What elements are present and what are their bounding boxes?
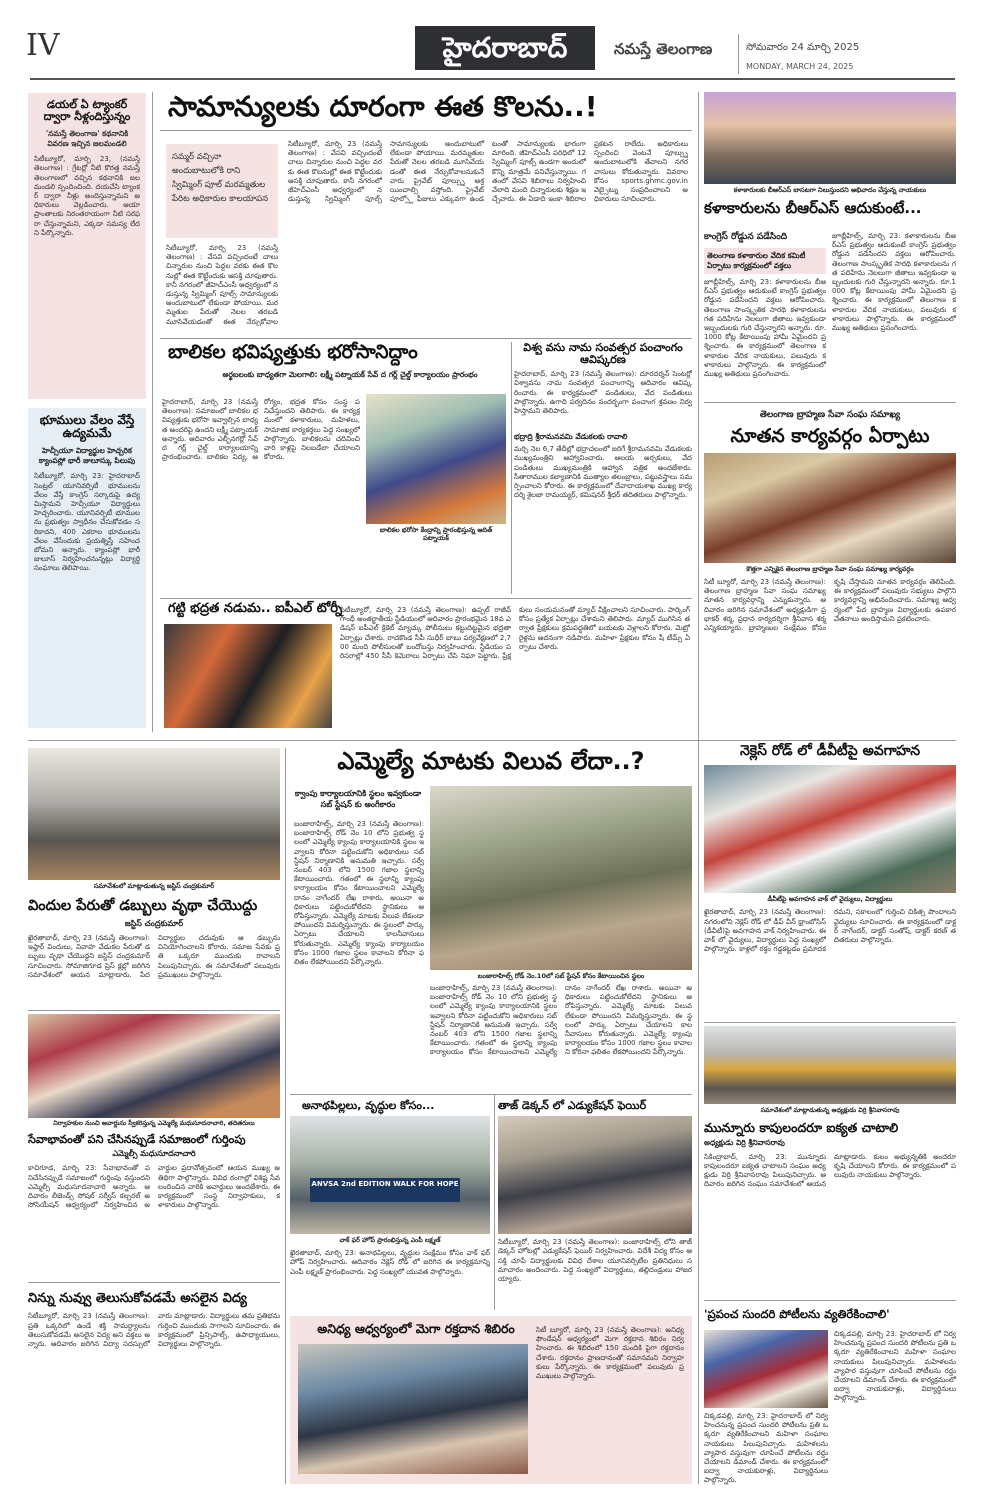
headline: మున్నూరు కాపులందరూ ఐక్యత చాటాలి [704,1120,899,1135]
dvt-walk-photo [704,765,956,893]
artists-photo [704,92,956,184]
article-miss-world [704,1300,956,1488]
brahmana-photo [704,453,956,563]
photo-caption: సమావేశంలో మాట్లాడుతున్న జస్టిస్ చంద్రకుమార్ [93,882,215,890]
headline: కళాకారులను బీఆర్ఎస్ ఆదుకుంటే... [704,199,922,217]
article-body: సిటీబ్యూరో, మార్చి 23 (నమస్తే తెలంగాణ) : వేసవి వచ్చిందంటే చాలు చిన్నారుల నుంచి పెద్దల వరకు ఈత కొలనుల్లో ఈత కొట్టేందుకు ఆసక్తి చూపుతారు. కానీ నగరంలో జీహెచ్ఎంసీ ఆధ్వర్యంలో నడుస్తున్న స్విమ్మింగ్ పూల్స్ సామాన్యులకు అందుబాటులో లేకుండా పోయాయి. మరమ్మతుల పేరుతో నెలల తరబడి మూసివేయడంతో ఈత నేర్చుకోవాలనుకునే వారు ప్రైవేట్ పూల్స్ను ఆశ్రయించాల్సి వస్తోంది. ప్రైవేట్ పూల్స్లో ఫీజులు ఎక్కువగా ఉండటంతో సామాన్యులకు భారంగా మారింది. జీహెచ్ఎంసీ పరిధిలో 12 స్విమ్మింగ్ పూల్స్ ఉండగా అందులో కొన్ని మాత్రమే పనిచేస్తున్నాయి. గతంలో వేసవి శిబిరాలు నిర్వహించి వేలాది మంది చిన్నారులకు శిక్షణ ఇచ్చేవారు. ఈ ఏడాది ఇంకా శిబిరాల ప్రకటన రాలేదు. అధికారులు స్పందించి వెంటనే పూల్స్ను అందుబాటులోకి తేవాలని నగరవాసులు కోరుతున్నారు. వివరాల కోసం sports.ghmc.gov.in వెబ్సైట్ను సంప్రదించాలని అధికారులు సూచించారు. [288,140,688,204]
article-body-cont: సిటీబ్యూరో, మార్చి 23 (నమస్తే తెలంగాణ) : వేసవి వచ్చిందంటే చాలు చిన్నారుల నుంచి పెద్దల వరకు ఈత కొలనుల్లో ఈత కొట్టేందుకు ఆసక్తి చూపుతారు. కానీ నగరంలో జీహెచ్ఎంసీ ఆధ్వర్యంలో నడుస్తున్న స్విమ్మింగ్ పూల్స్ సామాన్యులకు అందుబాటులో లేకుండా పోయాయి. మరమ్మతుల పేరుతో నెలల తరబడి మూసివేయడంతో ఈత నేర్చుకోవాల [166,244,278,326]
subheadline-2: తెలంగాణ కళాకారుల వేదిక కమిటీ ఏర్పాటు కార్యక్రమంలో వక్తలు [704,248,826,274]
photo-caption: బాలికల భరోసా కేంద్రాన్ని ప్రారంభిస్తున్న ఆదిత్ పట్నాయక్ [379,526,493,542]
article-body: జూబ్లీహిల్స్, మార్చి 23: కళాకారులను బీఆర్ఎస్ ప్రభుత్వం ఆదుకుంటే కాంగ్రెస్ ప్రభుత్వం రోడ్డున పడేసిందని వక్తలు ఆరోపించారు. తెలంగాణ సాంస్కృతిక సారథి కళాకారులను గత పదిహేను నెలలుగా జీతాలు ఇవ్వకుండా ఇబ్బందులకు గురి చేస్తున్నారని అన్నారు. రూ.1000 కోట్ల కేటాయింపు హామీ ఏమైందని ప్రశ్నించారు. ఈ కార్యక్రమంలో తెలంగాణ కళాకారుల వేదిక నాయకులు, పలువురు కళాకారులు పాల్గొన్నారు. ఈ కార్యక్రమంలో ముఖ్య అతిథులు ప్రసంగించారు. [704,278,826,378]
walk-for-hope-photo [290,1116,490,1234]
article-body: సిటీబ్యూరో, మార్చి 23, (నమస్తే తెలంగాణ) : గ్రేటర్లో నీటి కొరత్త నమస్తే తెలంగాణలో వచ్చిన కథనానికి జలమండలి స్పందించింది. దయచేసి ట్యాంకర్ ద్వారా నీళ్లు అందిస్తున్నామని అధికారులు వెల్లడించారు. ఆయా ప్రాంతాలకు నిరంతరాయంగా నీటి సరఫరా చేస్తున్నామని, ఎక్కడా సమస్య లేదని పేర్కొన్నారు. [34,155,140,237]
byline: అధ్యక్షుడు విర్రి శ్రీనివాసరావు [704,1137,785,1147]
article-taj [498,1094,692,1310]
headline: నెక్లెస్ రోడ్ లో డీవీటీపై అవగాహన [739,743,921,759]
headline: అనిధ్య ఆధ్వర్యంలో మెగా రక్తదాన శిబిరం [317,1321,515,1336]
subheadline: కాంగ్రెస్ రోడ్డున పడేసింది [704,232,788,242]
subheadline: క్వాంపు కార్యాలయానికి స్థలం ఇవ్వకుండా సబ్ స్టేషన్ కు అంగీకారం [294,789,422,809]
headline: అనాథపిల్లలు, వృద్ధుల కోసం... [302,1099,435,1112]
article-anatha [290,1094,490,1310]
date-telugu: సోమవారం 24 మార్చి 2025 [746,42,860,53]
page-header [0,0,981,82]
kicker: తెలంగాణ బ్రాహ్మణ సేవా సంఘ సమాఖ్య [759,410,901,420]
article-vindu [28,748,280,1008]
article-ipl [160,602,692,732]
protest-photo [704,1330,828,1408]
munnuru-meeting-photo [704,1026,956,1104]
subheadline: హెచ్సీయూ విద్యార్థుల హెచ్చరిక క్యాంపస్లో భారీ జులూస్కు పిలుపు [38,446,136,466]
headline: నిన్ను నువ్వు తెలుసుకోవడమే అసలైన విద్య [28,1291,247,1306]
article-body-cont: బంజారాహిల్స్, మార్చి 23 (నమస్తే తెలంగాణ): బంజారాహిల్స్ రోడ్ నెం 10 లోని ప్రభుత్వ స్థలంలో ఎమ్మెల్యే క్యాంపు కార్యాలయానికి స్థలం ఇవ్వాలని కోరినా పట్టించుకోని అధికారులు సబ్ స్టేషన్ నిర్మాణానికి అనుమతి ఇచ్చారు. సర్వే నంబర్ 403 లోని 1500 గజాల స్థలాన్ని కేటాయించారు. గతంలో ఈ స్థలాన్ని క్యాంపు కార్యాలయం కోసం కేటాయించాలని ఎమ్మెల్యే దానం నాగేందర్ లేఖ రాశారు. అయినా అధికారులు పట్టించుకోలేదని స్థానికులు ఆరోపిస్తున్నారు. ఎమ్మెల్యే మాటకు విలువ లేకుండా పోయిందని విమర్శిస్తున్నారు. ఈ స్థలంలో పార్కు ఏర్పాటు చేయాలని కాలనీవాసులు కోరుతున్నారు. ఎమ్మెల్యే క్యాంపు కార్యాలయం కోసం 1000 గజాల స్థలం కావాలని కోరినా ఫలితం లేకపోయిందని పేర్కొన్నారు. [430,984,692,1057]
article-body: సిటీబ్యూరో, మార్చి 23 (నమస్తే తెలంగాణ): ఉప్పల్ రాజీవ్ గాంధీ అంతర్జాతీయ స్టేడియంలో ఆదివారం ప్రారంభమైన 18వ ఎడిషన్ ఐపీఎల్ క్రికెట్ మ్యాచ్కు పోలీసులు కట్టుదిట్టమైన భద్రతా ఏర్పాట్లు చేశారు. రాచకొండ సీపీ సుధీర్ బాబు పర్యవేక్షణలో 2,700 మంది పోలీసులతో బందోబస్తు నిర్వహించారు. స్టేడియం పరిసరాల్లో 450 సీసీ కెమెరాలు ఏర్పాటు చేసి నిఘా పెట్టారు. ప్రేక్షకులు సంయమనంతో మ్యాచ్ వీక్షించాలని సూచించారు. పార్కింగ్ కోసం ప్రత్యేక ఏర్పాట్లు చేశామని తెలిపారు. మ్యాచ్ ముగిసిన తర్వాత ప్రేక్షకులు క్రమపద్ధతిలో బయటకు వెళ్లాలని కోరారు. మెట్రో రైళ్లను అదనంగా నడిపారు. మహిళా ప్రేక్షకుల కోసం షీ టీమ్స్ ఏర్పాటు చేశారు. [340,606,690,661]
headline: 'ప్రపంచ సుందరి పోటీలను వ్యతిరేకించాలి' [704,1307,890,1321]
award-photo [28,1014,280,1118]
masthead-title: హైదరాబాద్ [442,31,568,64]
headline: గట్టి భద్రత నడుమ.. ఐపీఎల్ టోర్నీ [168,601,343,616]
article-body: ఖైరతాబాద్, మార్చి 23 (నమస్తే తెలంగాణ): ఇఫ్తార్ విందులు, వివాహ వేడుకల పేరుతో డబ్బులు వృథా చేయొద్దని జస్టిస్ చంద్రకుమార్ సూచించారు. సోమాజిగూడ ప్రెస్ క్లబ్లో జరిగిన సమావేశంలో ఆయన మాట్లాడారు. పేద విద్యార్థుల చదువుకు ఆ డబ్బును వినియోగించాలని కోరారు. సమాజ సేవకు ప్రతి ఒక్కరూ ముందుకు రావాలని పిలుపునిచ్చారు. ఈ సమావేశంలో పలువురు ప్రముఖులు పాల్గొన్నారు. [28,933,280,979]
girl-child-photo [366,394,506,524]
subheadline: 'నమస్తే తెలంగాణ' కథనానికి వివరణ ఇచ్చిన జలమండలి [45,129,129,149]
education-fair-photo [498,1116,692,1234]
article-swimming-pool [160,92,692,332]
photo-caption: కళాకారులకు బీఆర్ఎస్ బాసటగా నిలుస్తుందని అభివాదం చేస్తున్న నాయకులు [733,186,927,194]
article-artists [704,92,956,394]
article-body: ఖైరతాబాద్, మార్చి 23: అనాథపిల్లలు, వృద్ధుల సంక్షేమం కోసం వాక్ ఫర్ హోప్ నిర్వహించారు. ఆదివారం నెక్లెస్ రోడ్ లో జరిగిన ఈ కార్యక్రమాన్ని ఎంపీ లక్ష్మణ్ ప్రారంభించారు. పెద్ద సంఖ్యలో యువత పాల్గొన్నారు. [290,1249,490,1276]
photo-caption: కొత్తగా ఎన్నికైన తెలంగాణ బ్రాహ్మణ సేవా సంఘ సమాఖ్య కార్యవర్గం [746,564,914,573]
photo-caption: సమావేశంలో మాట్లాడుతున్న అధ్యక్షుడు విర్రి శ్రీనివాసరావు [760,1107,900,1114]
headline: భూములు వేలం వేస్తే ఉద్యమమే [39,413,135,441]
article-seva [28,1014,280,1272]
date-english: MONDAY, MARCH 24, 2025 [746,62,854,71]
left-article-tanker [28,93,146,399]
byline: ఎమ్మెల్సీ మధుసూదనాచారి [112,1149,196,1159]
article-blood-donation [290,1316,692,1484]
article-munnuru [704,1026,956,1296]
kicker-box [704,232,826,382]
masthead [415,26,595,70]
pull-quote: సమ్మర్ వచ్చినా అందుబాటులోకి రాని స్విమ్మింగ్ పూల్ మరమ్మతుల పేరిట అధికారుల కాలయాపన [166,144,278,238]
article-body: చిక్కడపల్లి, మార్చి 23: హైదరాబాద్ లో నిర్వహించనున్న ప్రపంచ సుందరి పోటీలను ప్రతి ఒక్కరూ వ్యతిరేకించాలని మహిళా సంఘాల నాయకులు పిలుపునిచ్చారు. మహిళలను వ్యాపార వస్తువుగా చూపించే పోటీలను రద్దు చేయాలని డిమాండ్ చేశారు. ఈ కార్యక్రమంలో ఐద్వా నాయకురాళ్లు, విద్యార్థినులు పాల్గొన్నారు. [834,1330,956,1403]
article-body-cont: జూబ్లీహిల్స్, మార్చి 23: కళాకారులను బీఆర్ఎస్ ప్రభుత్వం ఆదుకుంటే కాంగ్రెస్ ప్రభుత్వం రోడ్డున పడేసిందని వక్తలు ఆరోపించారు. తెలంగాణ సాంస్కృతిక సారథి కళాకారులను గత పదిహేను నెలలుగా జీతాలు ఇవ్వకుండా ఇబ్బందులకు గురి చేస్తున్నారని అన్నారు. రూ.1000 కోట్ల కేటాయింపు హామీ ఏమైందని ప్రశ్నించారు. ఈ కార్యక్రమంలో తెలంగాణ కళాకారుల వేదిక నాయకులు, పలువురు కళాకారులు పాల్గొన్నారు. ఈ కార్యక్రమంలో ముఖ్య అతిథులు ప్రసంగించారు. [832,232,956,333]
article-body: హైదరాబాద్, మార్చి 23 (నమస్తే తెలంగాణ): సమాజంలో బాలికల భవిష్యత్తుకు భరోసా ఇవ్వాల్సిన బాధ్యత అందరిపై ఉందని లక్ష్మీ పట్నాయక్ అన్నారు. ఆదివారం ఎల్బీనగర్లో సేవ్ ద గర్ల్ చైల్డ్ కార్యాలయాన్ని ప్రారంభించారు. బాలికల విద్య, ఆరోగ్యం, భద్రత కోసం సంస్థ పనిచేస్తుందని తెలిపారు. ఈ కార్యక్రమంలో కళాకారులు, మహిళలు, సామాజిక కార్యకర్తలు పెద్ద సంఖ్యలో పాల్గొన్నారు. బాలికలను చదివించి వారి కాళ్లపై నిలబడేలా చేయాలని కోరారు. [162,398,360,462]
photo-caption: బంజారాహిల్స్ రోడ్ నెం.10లో సబ్ స్టేషన్ కోసం కేటాయించిన స్థలం [477,972,645,980]
vindu-photo [28,748,280,880]
article-body: సిటీబ్యూరో, మార్చి 23: హైదరాబాద్ సెంట్రల్ యూనివర్సిటీ భూములను వేలం వేస్తే కాంగ్రెస్ సర్కారుపై ఉద్యమిస్తామని హెచ్సీయూ విద్యార్థులు హెచ్చరించారు. యూనివర్సిటీ భూములను ప్రభుత్వం స్వాధీనం చేసుకోవడం సరికాదని, 400 ఎకరాల భూములను వేలం వేసేందుకు ప్రయత్నిస్తే సహించబోమని అన్నారు. క్యాంపస్లో భారీ జులూస్ నిర్వహించనున్నట్లు విద్యార్థి సంఘాలు తెలిపాయి. [34,472,140,573]
substation-site-photo [430,786,692,970]
headline: సేవాభావంతో పని చేసినప్పుడే సమాజంలో గుర్తింపు [28,1133,246,1146]
article-body: బంజారాహిల్స్, మార్చి 23 (నమస్తే తెలంగాణ): బంజారాహిల్స్ రోడ్ నెం 10 లోని ప్రభుత్వ స్థలంలో ఎమ్మెల్యే క్యాంపు కార్యాలయానికి స్థలం ఇవ్వాలని కోరినా పట్టించుకోని అధికారులు సబ్ స్టేషన్ నిర్మాణానికి అనుమతి ఇచ్చారు. సర్వే నంబర్ 403 లోని 1500 గజాల స్థలాన్ని కేటాయించారు. గతంలో ఈ స్థలాన్ని క్యాంపు కార్యాలయం కోసం కేటాయించాలని ఎమ్మెల్యే దానం నాగేందర్ లేఖ రాశారు. అయినా అధికారులు పట్టించుకోలేదని స్థానికులు ఆరోపిస్తున్నారు. ఎమ్మెల్యే మాటకు విలువ లేకుండా పోయిందని విమర్శిస్తున్నారు. ఈ స్థలంలో పార్కు ఏర్పాటు చేయాలని కాలనీవాసులు కోరుతున్నారు. ఎమ్మెల్యే క్యాంపు కార్యాలయం కోసం 1000 గజాల స్థలం కావాలని కోరినా ఫలితం లేకపోయిందని పేర్కొన్నారు. [294,820,424,967]
article-body: సిటీ బ్యూరో, మార్చి 23 (నమస్తే తెలంగాణ): తెలంగాణ బ్రాహ్మణ సేవా సంఘ సమాఖ్య నూతన కార్యవర్గాన్ని ఎన్నుకున్నారు. ఆదివారం జరిగిన సమావేశంలో అధ్యక్షుడిగా ప్రభాకర్ శర్మ, ప్రధాన కార్యదర్శిగా శ్రీనివాస శర్మ ఎన్నికయ్యారు. బ్రాహ్మణుల సంక్షేమం కోసం కృషి చేస్తామని నూతన కార్యవర్గం తెలిపింది. ఈ కార్యక్రమంలో పలువురు సభ్యులు పాల్గొని కార్యవర్గాన్ని అభినందించారు. సమాఖ్య ఆధ్వర్యంలో పేద బ్రాహ్మణ విద్యార్థులకు ఉపకార వేతనాలు అందిస్తామని ప్రకటించారు. [704,577,956,632]
headline: ఎమ్మెల్యే మాటకు విలువ లేదా..? [337,747,645,775]
article-body: హైదరాబాద్, మార్చి 23 (నమస్తే తెలంగాణ): దూరదర్శన్ సెంటర్లో విశ్వావసు నామ సంవత్సర పంచాంగాన్ని ఆదివారం ఆవిష్కరించారు. ఈ కార్యక్రమంలో పండితులు, వేద పండితులు పాల్గొన్నారు. ఉగాది పర్వదినం సందర్భంగా పంచాంగ శ్రవణం నిర్వహిస్తామని తెలిపారు. [514,370,692,415]
article-body: సికింద్రాబాద్, మార్చి 23: మున్నూరు కాపులందరూ ఐక్యత చాటాలని సంఘం అధ్యక్షుడు విర్రి శ్రీనివాసరావు పిలుపునిచ్చారు. ఆదివారం జరిగిన సంఘం సమావేశంలో ఆయన మాట్లాడారు. కులం అభ్యున్నతికి అందరూ కృషి చేయాలని కోరారు. ఈ కార్యక్రమంలో పలువురు నాయకులు పాల్గొన్నారు. [704,1152,956,1189]
photo-caption: వాక్ ఫర్ హోప్ ప్రారంభిస్తున్న ఎంపీ లక్ష్మణ్ [339,1237,441,1245]
article-panchangam [514,342,692,594]
article-body: సిటీబ్యూరో, మార్చి 23 (నమస్తే తెలంగాణ): ప్రతి ఒక్కరిలో ఉండే శక్తి సామర్థ్యాలను తెలుసుకోవడమే అసలైన విద్య అని వక్తలు అన్నారు. ఆదివారం జరిగిన విద్యా సదస్సులో వారు మాట్లాడారు. విద్యార్థులు తమ ప్రతిభను గుర్తించి ముందుకు సాగాలని సూచించారు. ఈ కార్యక్రమంలో ప్రిన్సిపాల్స్, ఉపాధ్యాయులు, విద్యార్థులు పాల్గొన్నారు. [28,1312,280,1348]
headline: విందుల పేరుతో డబ్బులు వృథా చేయొద్దు [28,898,258,914]
headline: విశ్వ వసు నామ సంవత్సర పంచాంగం ఆవిష్కరణ [523,341,683,367]
ipl-fans-photo [164,624,332,728]
article-brahmana-sangham [704,402,956,732]
article-body: సిటీబ్యూరో, మార్చి 23 (నమస్తే తెలంగాణ): బంజారాహిల్స్ లోని తాజ్ డెక్కన్ హోటల్లో ఎడ్యుకేషన్ ఫెయిర్ నిర్వహించారు. విదేశీ విద్య కోసం ఆసక్తి చూపే విద్యార్థులకు వివిధ దేశాల యూనివర్సిటీల ప్రతినిధులు సమాచారం అందించారు. పెద్ద సంఖ్యలో విద్యార్థులు, తల్లిదండ్రులు హాజరయ్యారు. [498,1238,692,1283]
article-girl-child [160,342,508,592]
walk-banner: ANVSA 2nd EDITION WALK FOR HOPE [310,1178,460,1202]
article-mla [290,748,692,1090]
headline: తాజ్ డెక్కన్ లో ఎడ్యుకేషన్ ఫెయిర్ [498,1099,647,1112]
paper-name: నమస్తే తెలంగాణ [614,40,713,58]
page-number: IV [26,28,60,63]
left-article-hcu [28,408,146,728]
article-body: ఖైరతాబాద్, మార్చి 23 (నమస్తే తెలంగాణ): నగరంలోని నెక్లెస్ రోడ్ లో డీప్ వీన్ థ్రాంబోసిస్ (డీవీటీ)పై అవగాహన వాక్ నిర్వహించారు. ఈ వాక్ లో వైద్యులు, విద్యార్థులు పెద్ద సంఖ్యలో పాల్గొన్నారు. కాళ్లలో రక్తం గడ్డకట్టడం ప్రమాదకరమని, సకాలంలో గుర్తించి చికిత్స పొందాలని వైద్యులు సూచించారు. ఈ కార్యక్రమంలో డాక్టర్ నాగేందర్, డాక్టర్ సంతోష్, డాక్టర్ కరణ్ తదితరులు పాల్గొన్నారు. [704,908,956,954]
byline: జస్టిస్ చంద్రకుమార్ [124,918,184,928]
headline: నూతన కార్యవర్గం ఏర్పాటు [730,425,930,447]
article-body: కాచిగూడ, మార్చి 23: సేవాభావంతో పనిచేసినప్పుడే సమాజంలో గుర్తింపు వస్తుందని ఎమ్మెల్సీ మధుసూదనాచారి అన్నారు. ఆదివారం లీజెండ్స్ సోషల్ సర్వీస్ కల్చరల్ అసోసియేషన్ ఆధ్వర్యంలో నిర్వహించిన అవార్డుల ప్రదానోత్సవంలో ఆయన ముఖ్య అతిథిగా పాల్గొన్నారు. వివిధ రంగాల్లో విశిష్ట సేవలందించిన వారికి అవార్డులు అందజేశారు. ఈ కార్యక్రమంలో సంస్థ నిర్వాహకులు, కళాకారులు పాల్గొన్నారు. [28,1164,280,1210]
subheadline: అర్థబలంకు బాధ్యతగా మెలగాలి: లక్ష్మీ పట్నాయక్ సేవ్ ద గర్ల్ చైల్డ్ కార్యాలయం ప్రారంభం [222,370,478,379]
headline: డయల్ ఏ ట్యాంకర్ ద్వారా నీళ్లందిస్తున్నం [43,98,131,124]
headline: బాలికల భవిష్యత్తుకు భరోసానిద్దాం [168,341,418,363]
article-dvt [704,740,956,1020]
article-body: సిటీ బ్యూరో, మార్చి 23 (నమస్తే తెలంగాణ): అనిధ్య ఫౌండేషన్ ఆధ్వర్యంలో మెగా రక్తదాన శిబిరం నిర్వహించారు. ఈ శిబిరంలో 150 మందికి పైగా రక్తదానం చేశారు. రక్తదానం ప్రాణదానంతో సమానమని నిర్వాహకులు పేర్కొన్నారు. ఈ కార్యక్రమంలో పలువురు ప్రముఖులు పాల్గొన్నారు. [536,1326,684,1381]
blood-camp-photo [298,1344,528,1474]
photo-caption: డీవీటీపై అవగాహన వాక్ లో వైద్యులు, విద్యార్థులు [767,895,893,904]
article-body-2: మర్చి నెల 6,7 తేదీల్లో భద్రాచలంలో జరిగే శ్రీరామనవమి వేడుకలకు ముఖ్యమంత్రిని ఆహ్వానించారు. ఆలయ అర్చకులు, వేద పండితులు ముఖ్యమంత్రికి ఆహ్వాన పత్రిక అందజేశారు. సీతారాముల కల్యాణానికి ముత్యాల తలంబ్రాలు, పట్టువస్త్రాలు సమర్పించాలని కోరారు. ఈ కార్యక్రమంలో దేవాదాయశాఖ ముఖ్య కార్యదర్శి శైలజా రామయ్యర్, కమిషనర్ శ్రీధర్ తదితరులు పాల్గొన్నారు. [514,445,692,500]
photo-caption: నిర్వాహకుల నుంచి అవార్డును స్వీకరిస్తున్న ఎమ్మెల్యే మధుసూదనాచారి, తదితరులు [53,1120,255,1127]
article-vidya [28,1282,280,1482]
subheadline: భద్రాద్రి శ్రీరామనవమి వేడుకలకు రావాలి [514,432,628,442]
article-body-cont: చిక్కడపల్లి, మార్చి 23: హైదరాబాద్ లో నిర్వహించనున్న ప్రపంచ సుందరి పోటీలను ప్రతి ఒక్కరూ వ్యతిరేకించాలని మహిళా సంఘాల నాయకులు పిలుపునిచ్చారు. మహిళలను వ్యాపార వస్తువుగా చూపించే పోటీలను రద్దు చేయాలని డిమాండ్ చేశారు. ఈ కార్యక్రమంలో ఐద్వా నాయకురాళ్లు, విద్యార్థినులు పాల్గొన్నారు. [704,1412,828,1485]
headline: సామాన్యులకు దూరంగా ఈత కొలను..! [168,90,598,123]
